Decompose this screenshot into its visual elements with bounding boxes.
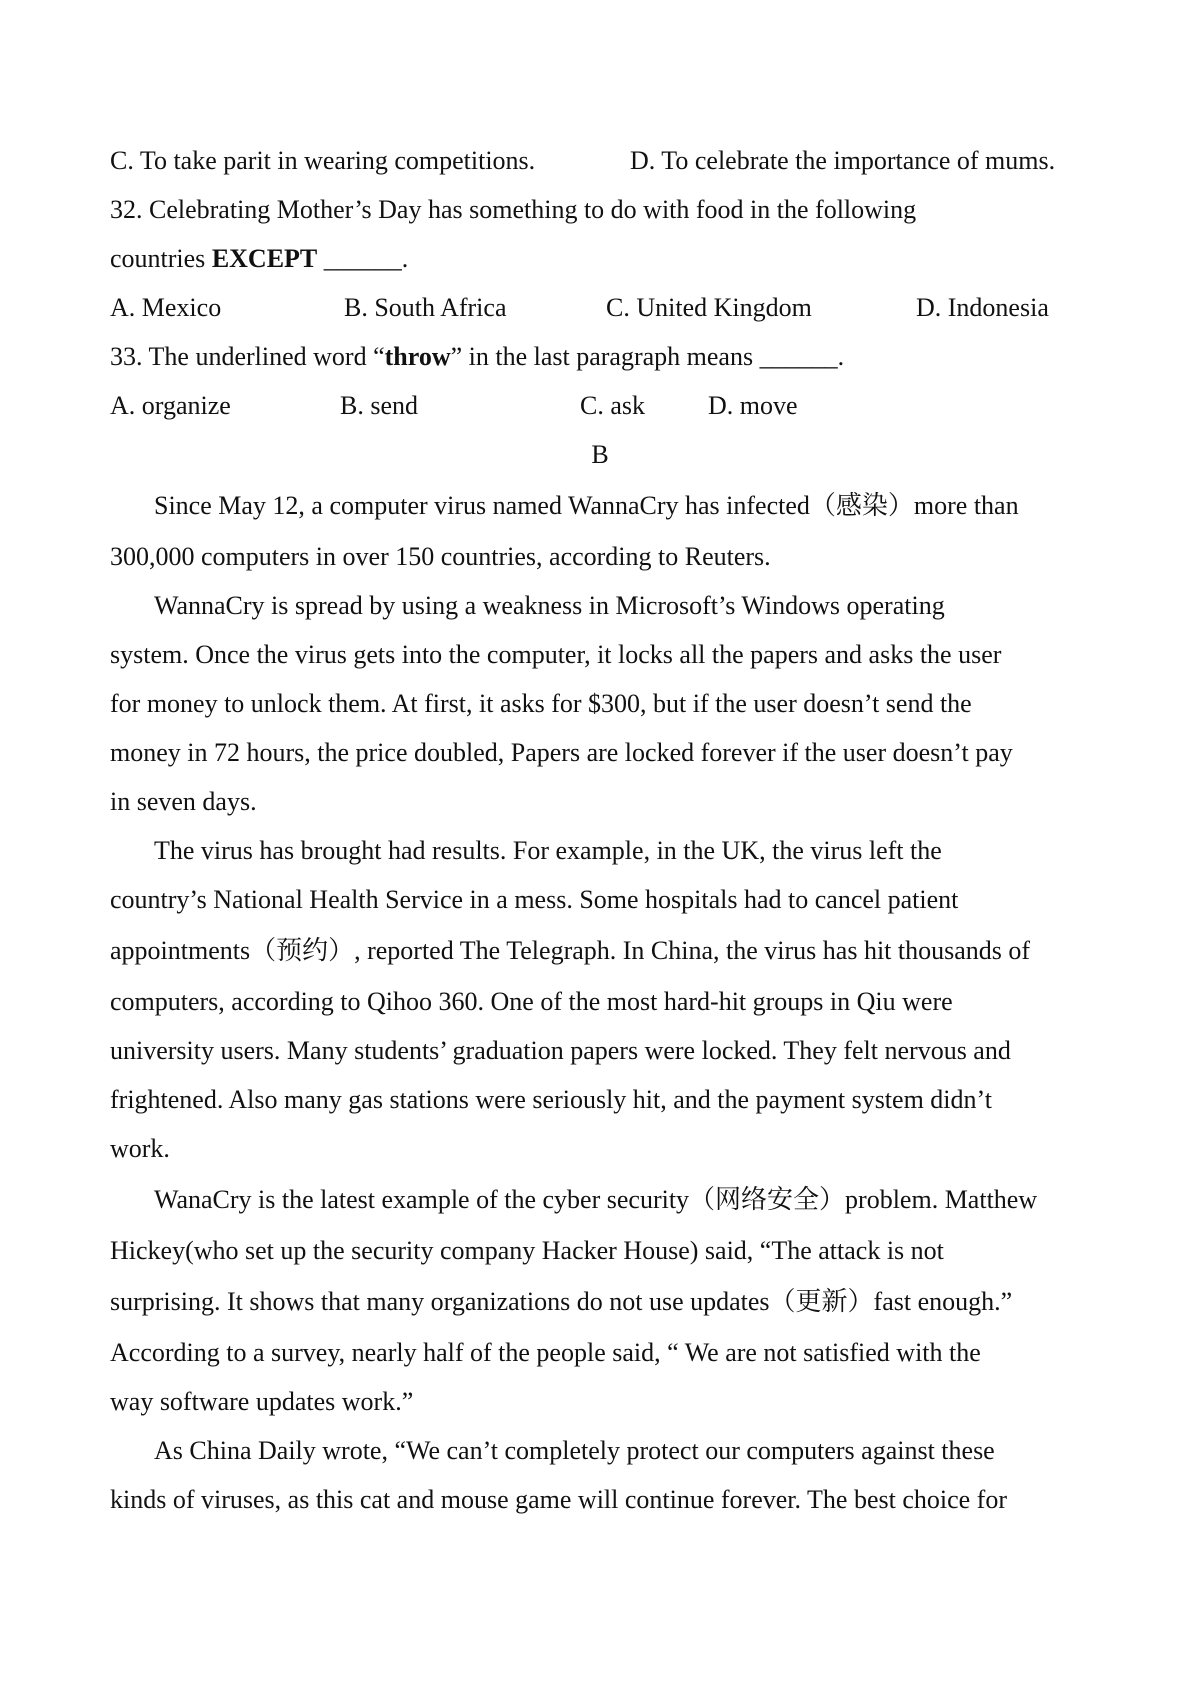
passage-line: Since May 12, a computer virus named WannaCry has infected（感染）more than	[154, 491, 1019, 520]
passage-line: university users. Many students’ graduation papers were locked. They felt nervous and	[110, 1036, 1011, 1065]
q31-option-c: C. To take parit in wearing competitions.	[110, 146, 536, 175]
q32-stem-suffix: ______.	[317, 244, 409, 273]
passage-line: 300,000 computers in over 150 countries, according to Reuters.	[110, 542, 771, 571]
q33-option-b: B. send	[340, 391, 418, 420]
passage-line: appointments（预约）, reported The Telegraph. In China, the virus has hit thousands of	[110, 936, 1031, 965]
q31-option-d: D. To celebrate the importance of mums.	[630, 146, 1056, 175]
q33-stem-prefix: 33. The underlined word “	[110, 342, 385, 371]
q32-stem-prefix: countries	[110, 244, 212, 273]
passage-line: system. Once the virus gets into the computer, it locks all the papers and asks the user	[110, 640, 1002, 669]
passage-line: As China Daily wrote, “We can’t completely protect our computers against these	[154, 1436, 995, 1465]
passage-line: surprising. It shows that many organizations do not use updates（更新）fast enough.”	[110, 1287, 1013, 1316]
q32-option-c: C. United Kingdom	[606, 293, 812, 322]
q32-stem-line2	[110, 243, 408, 275]
q33-stem-suffix: ” in the last paragraph means ______.	[450, 342, 845, 371]
q33-option-d: D. move	[708, 391, 798, 420]
q33-option-a: A. organize	[110, 391, 231, 420]
passage-line: The virus has brought had results. For example, in the UK, the virus left the	[154, 836, 942, 865]
q32-option-b: B. South Africa	[344, 293, 507, 322]
q33-stem	[110, 341, 844, 373]
q32-stem-bold: EXCEPT	[211, 244, 318, 273]
passage-line: frightened. Also many gas stations were seriously hit, and the payment system didn’t	[110, 1085, 992, 1114]
passage-line: in seven days.	[110, 787, 257, 816]
q32-stem-line1: 32. Celebrating Mother’s Day has something to do with food in the following	[110, 195, 917, 224]
q32-option-a: A. Mexico	[110, 293, 222, 322]
passage-line: way software updates work.”	[110, 1387, 414, 1416]
passage-line: According to a survey, nearly half of the people said, “ We are not satisfied with the	[110, 1338, 981, 1367]
passage-line: kinds of viruses, as this cat and mouse game will continue forever. The best choice for	[110, 1485, 1007, 1514]
section-label: B	[591, 440, 609, 469]
q33-stem-bold: throw	[384, 342, 451, 371]
passage-line: WannaCry is spread by using a weakness in Microsoft’s Windows operating	[154, 591, 945, 620]
passage-line: money in 72 hours, the price doubled, Papers are locked forever if the user doesn’t pay	[110, 738, 1013, 767]
passage-line: work.	[110, 1134, 170, 1163]
q33-option-c: C. ask	[580, 391, 645, 420]
passage-line: for money to unlock them. At first, it asks for $300, but if the user doesn’t send the	[110, 689, 972, 718]
passage-line: Hickey(who set up the security company Hacker House) said, “The attack is not	[110, 1236, 944, 1265]
q32-option-d: D. Indonesia	[916, 293, 1049, 322]
passage-line: WanaCry is the latest example of the cyber security（网络安全）problem. Matthew	[154, 1185, 1038, 1214]
passage-line: computers, according to Qihoo 360. One of the most hard-hit groups in Qiu were	[110, 987, 953, 1016]
passage-line: country’s National Health Service in a mess. Some hospitals had to cancel patient	[110, 885, 959, 914]
